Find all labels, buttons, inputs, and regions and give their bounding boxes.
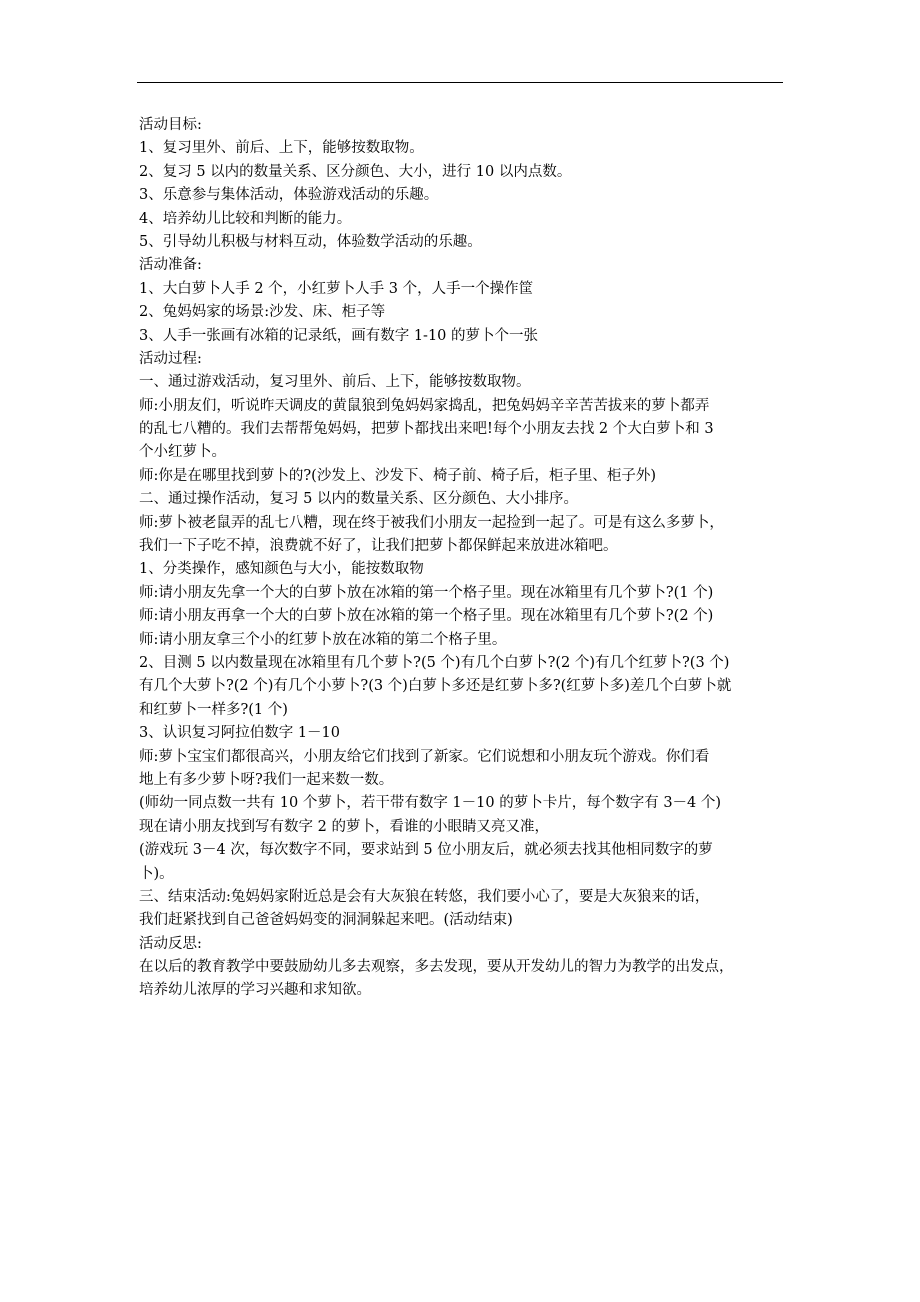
text-line: 2、兔妈妈家的场景:沙发、床、柜子等 [139, 304, 386, 321]
text-line: 在以后的教育教学中要鼓励幼儿多去观察，多去发现，要从开发幼儿的智力为教学的出发点， [139, 959, 734, 976]
text-line: 和红萝卜一样多?(1 个) [139, 701, 288, 718]
document-body [139, 114, 784, 1003]
section-heading-process: 活动过程: [139, 350, 202, 367]
text-line: 3、人手一张画有冰箱的记录纸，画有数字 1-10 的萝卜个一张 [139, 327, 539, 344]
section-heading-goals: 活动目标: [139, 117, 202, 133]
text-line: 现在请小朋友找到写有数字 2 的萝卜，看谁的小眼睛又亮又准， [139, 818, 549, 835]
text-line: 我们一下子吃不掉，浪费就不好了，让我们把萝卜都保鲜起来放进冰箱吧。 [139, 538, 618, 555]
text-line: 个小红萝卜。 [139, 444, 226, 461]
text-line: 二、通过操作活动，复习 5 以内的数量关系、区分颜色、大小排序。 [139, 491, 578, 508]
text-line: 2、目测 5 以内数量现在冰箱里有几个萝卜?(5 个)有几个白萝卜?(2 个)有几个红萝卜?(3 个) [139, 654, 730, 671]
text-line: 5、引导幼儿积极与材料互动，体验数学活动的乐趣。 [139, 233, 482, 250]
text-line: 地上有多少萝卜呀?我们一起来数一数。 [139, 771, 394, 788]
text-line: 卜)。 [139, 865, 174, 882]
text-line: 师:请小朋友再拿一个大的白萝卜放在冰箱的第一个格子里。现在冰箱里有几个萝卜?(2 个) [139, 608, 714, 625]
text-line: 师:请小朋友先拿一个大的白萝卜放在冰箱的第一个格子里。现在冰箱里有几个萝卜?(1 个) [139, 584, 714, 601]
text-line: 3、认识复习阿拉伯数字 1－10 [139, 725, 341, 742]
text-line: 我们赶紧找到自己爸爸妈妈变的洞洞躲起来吧。(活动结束) [139, 912, 513, 929]
text-line: 培养幼儿浓厚的学习兴趣和求知欲。 [139, 982, 371, 999]
text-line: 2、复习 5 以内的数量关系、区分颜色、大小，进行 10 以内点数。 [139, 163, 572, 180]
section-heading-preparation: 活动准备: [139, 257, 202, 274]
text-line: 师:萝卜被老鼠弄的乱七八糟，现在终于被我们小朋友一起捡到一起了。可是有这么多萝卜， [139, 514, 724, 531]
text-line: 师:萝卜宝宝们都很高兴，小朋友给它们找到了新家。它们说想和小朋友玩个游戏。你们看 [139, 748, 710, 765]
text-line: (师幼一同点数一共有 10 个萝卜，若干带有数字 1－10 的萝卜卡片，每个数字有 3－4 个) [139, 795, 722, 812]
text-line: 4、培养幼儿比较和判断的能力。 [139, 210, 352, 227]
text-line: 1、复习里外、前后、上下，能够按数取物。 [139, 140, 424, 157]
text-line: 1、大白萝卜人手 2 个，小红萝卜人手 3 个，人手一个操作筐 [139, 280, 534, 297]
header-rule [137, 82, 783, 83]
text-line: (游戏玩 3－4 次，每次数字不同，要求站到 5 位小朋友后，就必须去找其他相同数字的萝 [139, 842, 713, 859]
text-line: 师:请小朋友拿三个小的红萝卜放在冰箱的第二个格子里。 [139, 631, 507, 648]
text-line: 1、分类操作，感知颜色与大小，能按数取物 [139, 561, 424, 578]
text-line: 师:小朋友们，听说昨天调皮的黄鼠狼到兔妈妈家捣乱，把兔妈妈辛辛苦苦拔来的萝卜都弄 [139, 397, 710, 414]
section-heading-reflection: 活动反思: [139, 935, 202, 952]
text-line: 一、通过游戏活动，复习里外、前后、上下，能够按数取物。 [139, 374, 531, 391]
text-line: 三、结束活动:兔妈妈家附近总是会有大灰狼在转悠，我们要小心了，要是大灰狼来的话， [139, 888, 710, 905]
text-line: 的乱七八糟的。我们去帮帮兔妈妈，把萝卜都找出来吧!每个小朋友去找 2 个大白萝卜和 3 [139, 421, 714, 438]
text-line: 有几个大萝卜?(2 个)有几个小萝卜?(3 个)白萝卜多还是红萝卜多?(红萝卜多)差几个白萝卜就 [139, 678, 732, 695]
text-line: 师:你是在哪里找到萝卜的?(沙发上、沙发下、椅子前、椅子后，柜子里、柜子外) [139, 467, 656, 484]
text-line: 3、乐意参与集体活动，体验游戏活动的乐趣。 [139, 187, 439, 204]
